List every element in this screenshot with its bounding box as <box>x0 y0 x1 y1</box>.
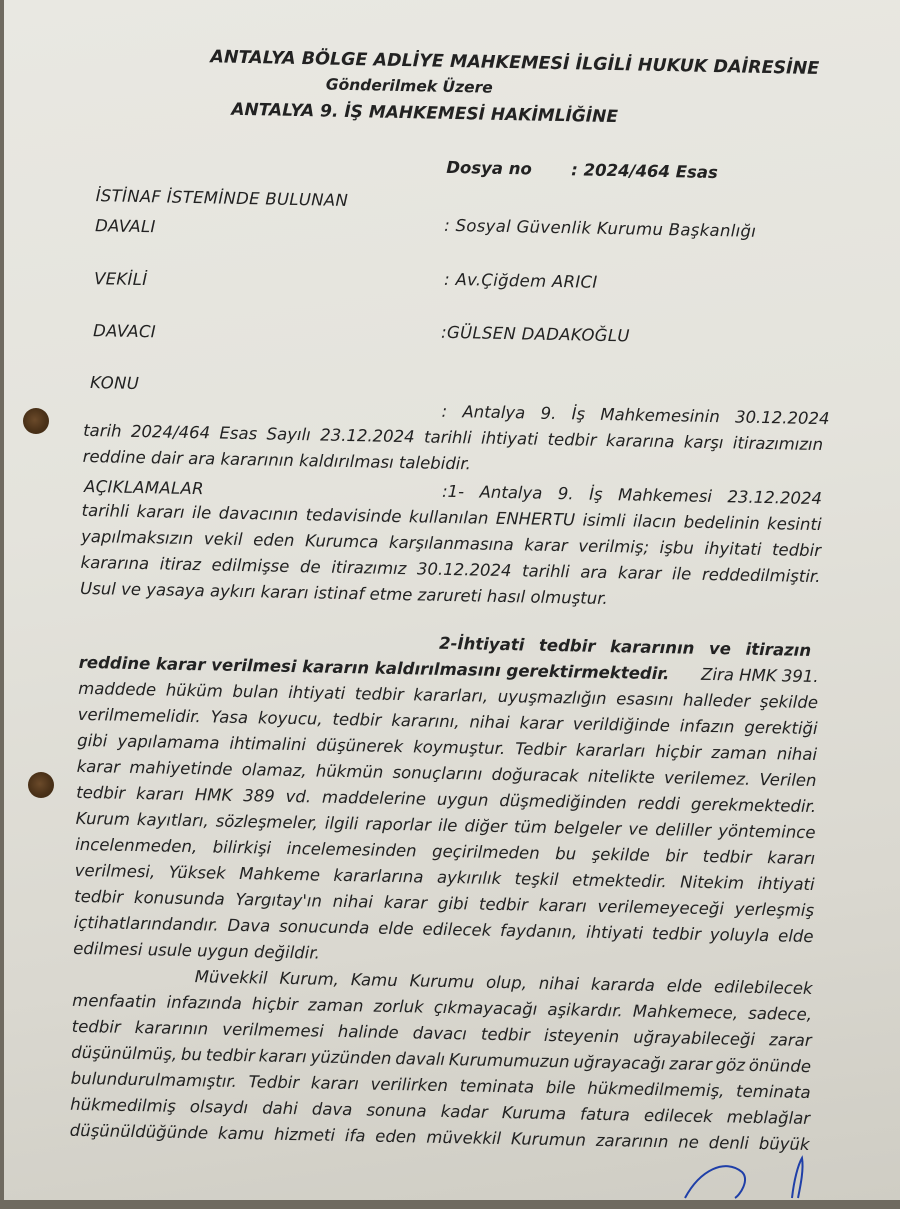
paragraph-line: menfaatin infazında hiçbir zaman zorluk çıkmayacağı aşikardır. Mahkemece, sadece, <box>72 990 813 1025</box>
paragraph-line: tarihli kararı ile davacının tedavisinde kullanılan ENHERTU isimli ilacın bedelinin kesinti <box>81 500 822 535</box>
paragraph-line: Kurum kayıtları, sözleşmeler, ilgili raporlar ile diğer tüm belgeler ve deliller yöntemince <box>75 808 816 843</box>
paragraph-line: karar mahiyetinde olamaz, hükmün sonuçlarını doğuracak nitelikte verilemez. Verilen <box>76 756 817 791</box>
paragraph-line: tedbir kararının verilmemesi halinde davacı tedbir isteyenin uğrayabileceği zarar <box>71 1016 812 1051</box>
section-heading: reddine karar verilmesi kararın kaldırılmasını gerektirmektedir. <box>78 652 670 684</box>
paragraph-line: yapılmaksızın vekil eden Kurumca karşılanmasına karar verilmiş; işbu ihyitati tedbir <box>80 526 822 561</box>
davaci-label: DAVACI <box>92 321 157 342</box>
paragraph-line: içtihatlarındandır. Dava sonucunda elde edilecek faydanın, ihtiyati tedbir yoluyla elde <box>73 912 814 947</box>
davaci-value: :GÜLSEN DADAKOĞLU <box>440 322 630 346</box>
paragraph-line: edilmesi usule uygun değildir. <box>73 938 321 963</box>
paragraph-line: tedbir kararı HMK 389 vd. maddelerine uygun düşmediğinden reddi gerekmektedir. <box>76 782 817 817</box>
paragraph-text: Zira HMK 391. <box>700 664 819 687</box>
appellant-label-line1: İSTİNAF İSTEMİNDE BULUNAN <box>95 186 349 210</box>
konu-line: reddine dair ara kararının kaldırılması talebidir. <box>82 446 472 474</box>
paragraph-line: gibi yapılamama ihtimalini düşünerek koymuştur. Tedbir kararları hiçbir zaman nihai <box>77 730 818 765</box>
appellant-label-line2: DAVALI <box>94 216 156 237</box>
konu-line: tarih 2024/464 Esas Sayılı 23.12.2024 tarihli ihtiyati tedbir kararına karşı itirazımızın <box>83 420 824 455</box>
vekil-value: : Av.Çiğdem ARICI <box>443 269 598 292</box>
paragraph-line: düşünüldüğünde kamu hizmeti ifa eden müvekkil Kurumun zararının ne denli büyük <box>69 1120 810 1155</box>
paragraph-line: maddede hüküm bulan ihtiyati tedbir kararları, uyuşmazlığın esasını halleder şekilde <box>78 678 819 713</box>
section-heading: 2-İhtiyati tedbir kararının ve itirazın <box>438 633 812 660</box>
appellant-value: : Sosyal Güvenlik Kurumu Başkanlığı <box>444 215 757 241</box>
paragraph-line: Müvekkil Kurum, Kamu Kurumu olup, nihai kararda elde edilebilecek <box>194 967 813 999</box>
paragraph-line: bulundurulmamıştır. Tedbir kararı verilirken teminata bile hükmedilmemiş, teminata <box>70 1068 811 1103</box>
konu-line: : Antalya 9. İş Mahkemesinin 30.12.2024 <box>441 401 830 429</box>
konu-label: KONU <box>89 373 140 393</box>
paragraph-line: :1- Antalya 9. İş Mahkemesi 23.12.2024 <box>441 481 823 509</box>
aciklamalar-label: AÇIKLAMALAR <box>83 476 205 499</box>
header-recipient: ANTALYA 9. İŞ MAHKEMESİ HAKİMLİĞİNE <box>231 99 619 128</box>
header-court: ANTALYA BÖLGE ADLİYE MAHKEMESİ İLGİLİ HUKUK DAİRESİNE <box>210 47 820 79</box>
paragraph-line: Usul ve yasaya aykırı kararı istinaf etme zarureti hasıl olmuştur. <box>79 578 608 609</box>
dosya-value: : 2024/464 Esas <box>571 160 718 183</box>
pen-signature-mark <box>680 1150 900 1200</box>
paragraph-line: verilmemelidir. Yasa koyucu, tedbir kararını, nihai karar verildiğinde infazın gerektiği <box>77 704 818 739</box>
paragraph-line: kararına itiraz edilmişse de itirazımız 30.12.2024 tarihli ara karar ile reddedilmiştir. <box>80 552 821 587</box>
paragraph-line: düşünülmüş, bu tedbir kararı yüzünden davalı Kurumumuzun uğrayacağı zarar göz önünde <box>71 1042 812 1077</box>
paragraph-line: incelenmeden, bilirkişi incelemesinden geçirilmeden bu şekilde bir tedbir kararı <box>75 834 816 869</box>
header-note: Gönderilmek Üzere <box>325 75 493 97</box>
dosya-label: Dosya no <box>446 157 533 179</box>
vekil-label: VEKİLİ <box>93 269 148 290</box>
paragraph-line: verilmesi, Yüksek Mahkeme kararlarına aykırılık teşkil etmektedir. Nitekim ihtiyati <box>74 860 815 895</box>
paragraph-line: hükmedilmiş olsaydı dahi dava sonuna kadar Kuruma fatura edilecek meblağlar <box>70 1094 811 1129</box>
paragraph-line: tedbir konusunda Yargıtay'ın nihai karar gibi tedbir kararı verilemeyeceği yerleşmiş <box>74 886 815 921</box>
